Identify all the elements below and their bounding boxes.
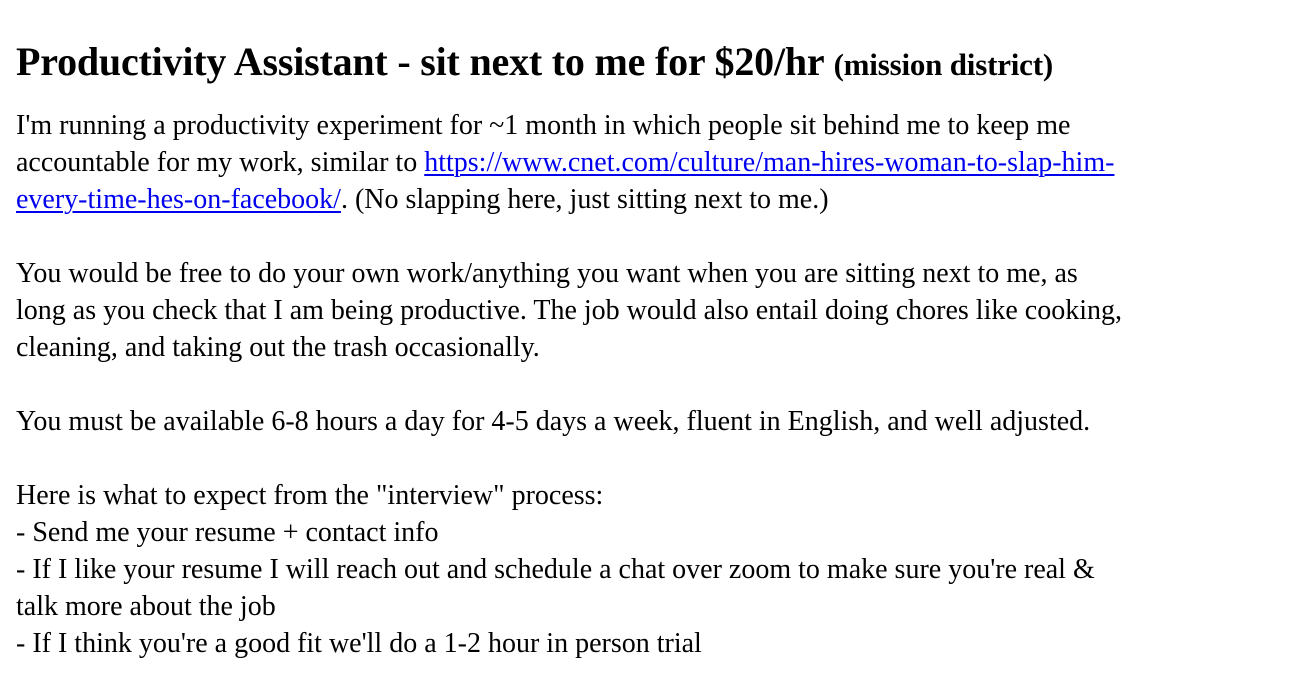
duties-line-1: You would be free to do your own work/anything you want when you are sitting next to me, as <box>16 258 1078 289</box>
intro-line-3-text: . (No slapping here, just sitting next to me.) <box>340 184 829 215</box>
intro-paragraph <box>16 107 1286 218</box>
duties-paragraph <box>16 255 1286 366</box>
posting-title <box>16 36 1290 91</box>
cnet-article-link[interactable]: https://www.cnet.com/culture/man-hires-woman-to-slap-him- <box>424 147 1115 178</box>
intro-line-2-text: accountable for my work, similar to <box>16 147 425 178</box>
interview-intro: Here is what to expect from the "interview" process: <box>16 480 604 511</box>
cnet-article-link-continued[interactable]: every-time-hes-on-facebook/ <box>16 184 341 215</box>
intro-line-2 <box>16 144 1286 181</box>
interview-step-1: - Send me your resume + contact info <box>16 517 439 548</box>
duties-line-3: cleaning, and taking out the trash occasionally. <box>16 332 540 363</box>
posting-title-text: Productivity Assistant - sit next to me for $20/hr <box>16 39 824 84</box>
requirements-line-1: You must be available 6-8 hours a day for 4-5 days a week, fluent in English, and well adjusted. <box>16 406 1091 437</box>
interview-process-paragraph <box>16 477 1286 662</box>
interview-step-3: - If I think you're a good fit we'll do a 1-2 hour in person trial <box>16 628 702 659</box>
requirements-paragraph <box>16 403 1286 440</box>
interview-step-2-line-2: talk more about the job <box>16 591 276 622</box>
posting-body <box>16 107 1286 662</box>
intro-line-1: I'm running a productivity experiment for ~1 month in which people sit behind me to keep me <box>16 110 1071 141</box>
posting-location: (mission district) <box>833 47 1053 82</box>
duties-line-2: long as you check that I am being productive. The job would also entail doing chores like cooking, <box>16 295 1122 326</box>
interview-step-2-line-1: - If I like your resume I will reach out and schedule a chat over zoom to make sure you're real & <box>16 554 1095 585</box>
intro-line-3 <box>16 181 1286 218</box>
